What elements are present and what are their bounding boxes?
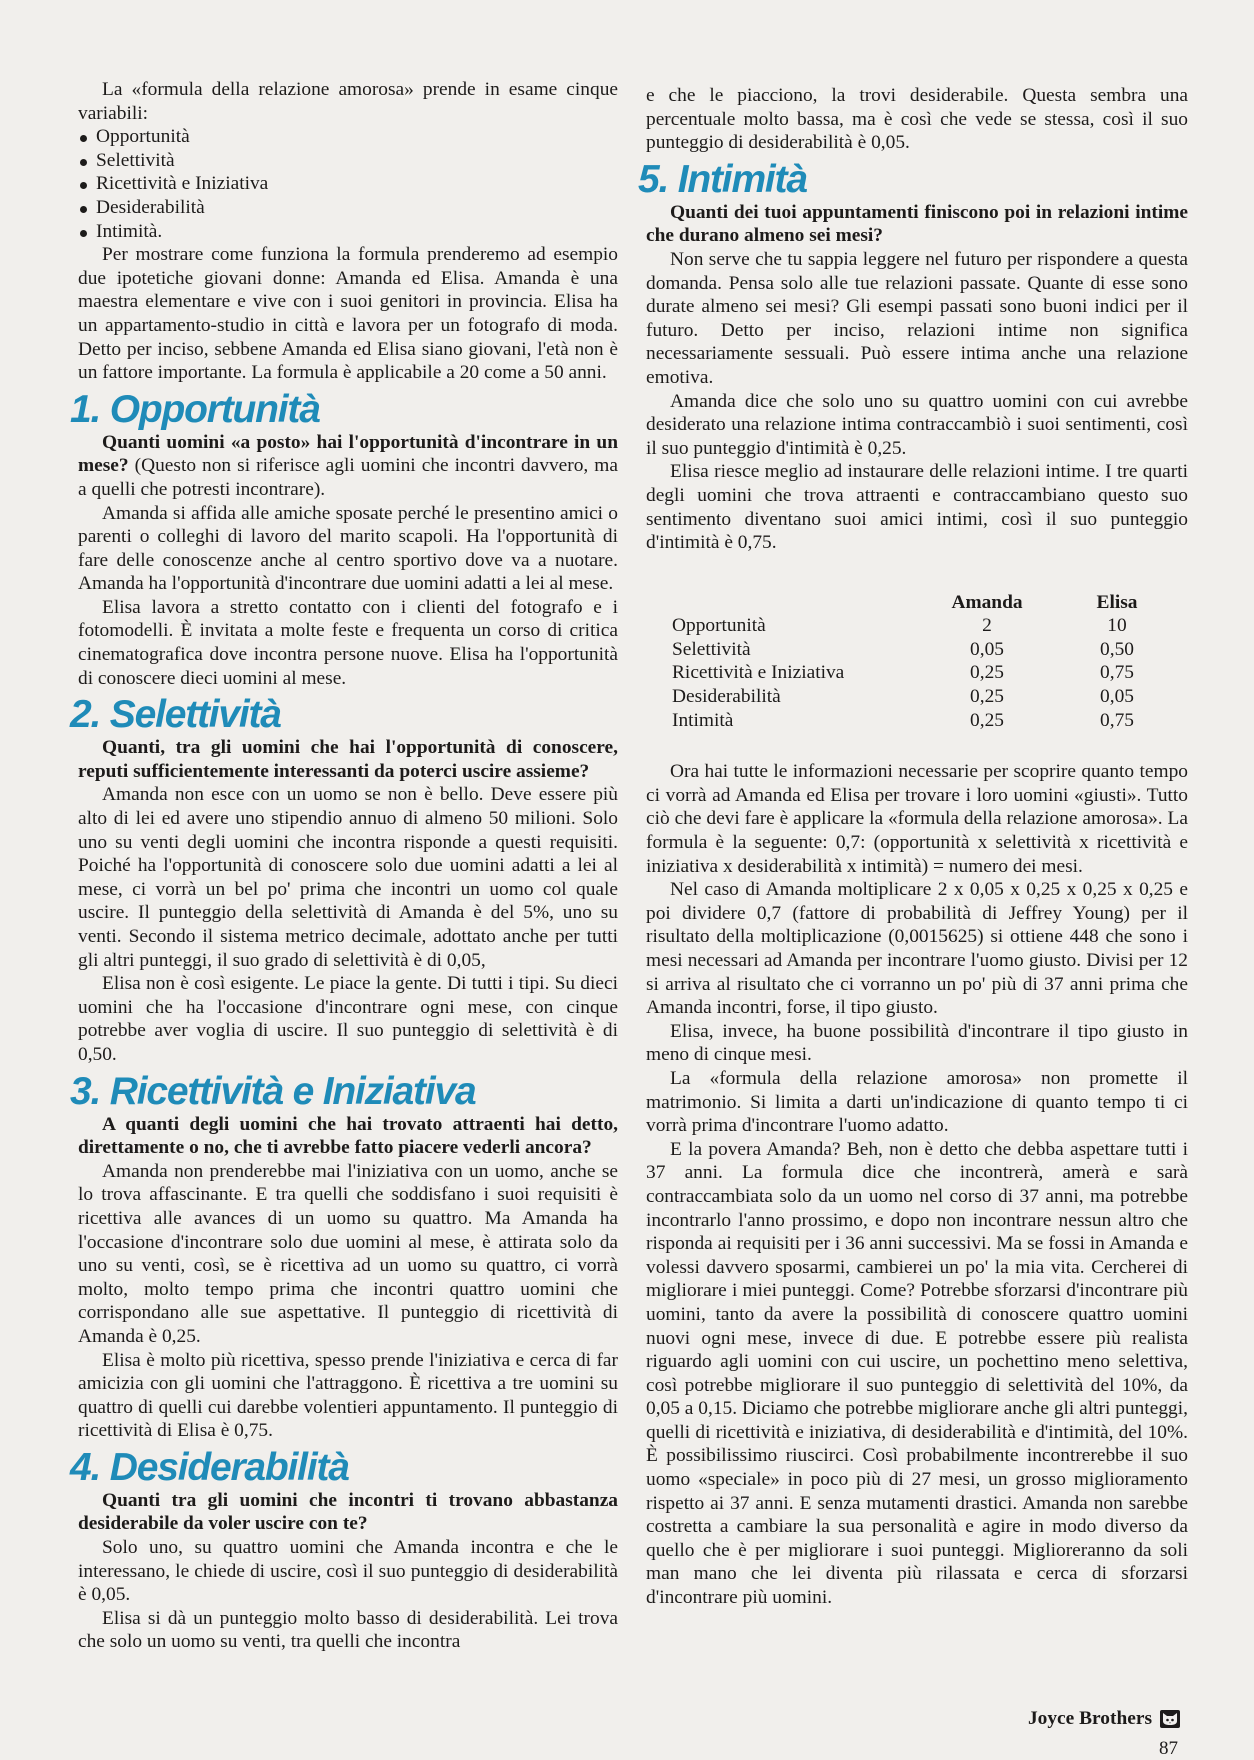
intro-paragraph-2: Per mostrare come funziona la formula prenderemo ad esempio due ipotetiche giovani donne: Amanda ed Elisa. Amanda è una maestra elementare e vive con i suoi genitori in provincia. Elisa ha un appartamento-studio in città e lavora per un fotografo di moda. Detto per inciso, sebbene Amanda ed Elisa siano giovani, l'età non è un fattore importante. La formula è applicabile a 20 come a 50 anni. bbox=[78, 244, 618, 384]
row-label: Selettività bbox=[672, 638, 751, 660]
page-number: 87 bbox=[1159, 1738, 1178, 1759]
left-column bbox=[70, 78, 618, 1654]
row-label: Intimità bbox=[672, 709, 734, 731]
amanda-score: 0,05 bbox=[970, 638, 1004, 660]
section-heading-desiderabilita: 4. Desiderabilità bbox=[70, 1445, 349, 1489]
variable-item: Selettività bbox=[78, 149, 618, 173]
table-row bbox=[672, 709, 1182, 733]
row-label: Opportunità bbox=[672, 615, 766, 637]
body-paragraph: Amanda si affida alle amiche sposate perché le presentino amici o parenti o colleghi di lavoro del marito scapoli. Ha l'opportunità di fare delle conoscenze anche al centro sportivo dove va a nuotare. Amanda ha l'opportunità d'incontrare due uomini adatti a lei al mese. bbox=[78, 502, 618, 595]
author-signature bbox=[1028, 1708, 1180, 1730]
body-paragraph: Elisa, invece, ha buone possibilità d'incontrare il tipo giusto in meno di cinque mesi. bbox=[646, 1020, 1188, 1066]
amanda-score: 0,25 bbox=[970, 686, 1004, 708]
row-label: Desiderabilità bbox=[672, 686, 781, 708]
body-paragraph: Amanda non prenderebbe mai l'iniziativa con un uomo, anche se lo trova affascinante. E tra quelli che soddisfano i suoi requisiti è ricettiva alle avances di un uomo su quattro. Ma Amanda ha l'occasione d'incontrare solo due uomini al mese, è attirata solo da uno su venti, così, se è ricettiva ad un uomo su quattro, ci vorrà molto, molto tempo prima che incontri quattro uomini che corrispondano alle sue aspettative. Il punteggio di ricettività di Amanda è 0,25. bbox=[78, 1160, 618, 1347]
elisa-score: 0,50 bbox=[1100, 638, 1134, 660]
author-name: Joyce Brothers bbox=[1027, 1708, 1152, 1729]
section-heading-selettivita: 2. Selettività bbox=[70, 693, 281, 737]
table-row bbox=[672, 685, 1182, 709]
body-paragraph-continued: e che le piacciono, la trovi desiderabile. Questa sembra una percentuale molto bassa, ma è così che vede se stessa, così il suo punteggio di desiderabilità è 0,05. bbox=[646, 85, 1188, 154]
section-heading-opportunita: 1. Opportunità bbox=[70, 387, 320, 431]
amanda-score: 0,25 bbox=[970, 662, 1004, 684]
body-paragraph: E la povera Amanda? Beh, non è detto che debba aspettare tutti i 37 anni. La formula dice che incontrerà, amerà e sarà contraccambiata solo da un uomo nel corso di 37 anni, ma potrebbe incontrarlo l'anno prossimo, e dopo non incontrare nessun altro che risponda ai requisiti per i 36 anni successivi. Ma se fossi in Amanda e volessi davvero sposarmi, cambierei un po' la mia vita. Cercherei di migliorare i miei punteggi. Come? Potrebbe sforzarsi d'incontrare più uomini, tanto da avere la possibilità di conoscere quattro uomini nuovi ogni mese, invece di due. E potrebbe essere più realista riguardo agli uomini con cui uscire, un pochettino meno selettiva, così potrebbe migliorare il suo punteggio di selettività del 10%, da 0,05 a 0,15. Diciamo che potrebbe migliorare anche gli altri punteggi, quelli di ricettività e iniziativa, di desiderabilità e d'intimità, del 10%. È possibilissimo riuscirci. Così probabilmente incontrerebbe il suo uomo «speciale» in poco più di 27 mesi, un grosso miglioramento rispetto ai 37 anni. E senza mutamenti drastici. Amanda non sarebbe costretta a cambiare la sua personalità e agire in modo diverso da quello che è per migliorare i suoi punteggi. Miglioreranno da soli man mano che lei diventa più rilassata e cerca di sforzarsi d'incontrare più uomini. bbox=[646, 1138, 1188, 1609]
amanda-score: 2 bbox=[982, 615, 992, 637]
section-heading-ricettivita: 3. Ricettività e Iniziativa bbox=[70, 1069, 476, 1113]
body-paragraph: Elisa si dà un punteggio molto basso di desiderabilità. Lei trova che solo un uomo su venti, tra quelli che incontra bbox=[78, 1607, 618, 1653]
body-paragraph: Amanda dice che solo uno su quattro uomini con cui avrebbe desiderato una relazione intima contraccambiò i suoi sentimenti, così il suo punteggio d'intimità è 0,25. bbox=[646, 390, 1188, 459]
section-question: Quanti dei tuoi appuntamenti finiscono poi in relazioni intime che durano almeno sei mesi? bbox=[646, 201, 1188, 247]
body-paragraph: Ora hai tutte le informazioni necessarie per scoprire quanto tempo ci vorrà ad Amanda ed Elisa per trovare i loro uomini «giusti». Tutto ciò che devi fare è applicare la «formula della relazione amorosa». La formula è la seguente: 0,7: (opportunità x selettività x ricettività e iniziativa x desiderabilità x intimità) = numero dei mesi. bbox=[646, 761, 1188, 877]
amanda-score: 0,25 bbox=[970, 709, 1004, 731]
body-paragraph: Nel caso di Amanda moltiplicare 2 x 0,05 x 0,25 x 0,25 x 0,25 e poi dividere 0,7 (fattore di probabilità di Jeffrey Young) per il risultato della moltiplicazione (0,0015625) si ottiene 448 che sono i mesi necessari ad Amanda per incontrare l'uomo giusto. Divisi per 12 si arriva al risultato che ci vorranno un po' più di 37 anni prima che Amanda incontri, forse, il tipo giusto. bbox=[646, 879, 1188, 1019]
section-question: Quanti tra gli uomini che incontri ti trovano abbastanza desiderabile da voler uscire con te? bbox=[78, 1489, 618, 1535]
body-paragraph: Elisa è molto più ricettiva, spesso prende l'iniziativa e cerca di far amicizia con gli uomini che l'attraggono. È ricettiva a tre uomini su quattro di quelli cui darebbe volentieri appuntamento. Il punteggio di ricettività di Elisa è 0,75. bbox=[78, 1349, 618, 1442]
table-header-amanda: Amanda bbox=[951, 591, 1023, 613]
variable-item: Opportunità bbox=[78, 125, 618, 149]
table-header-empty bbox=[672, 591, 922, 615]
variable-item: Intimità. bbox=[78, 220, 618, 244]
row-label: Ricettività e Iniziativa bbox=[672, 662, 845, 684]
elisa-score: 0,75 bbox=[1100, 662, 1134, 684]
table-header-row bbox=[672, 591, 1182, 615]
intro-paragraph: La «formula della relazione amorosa» prende in esame cinque variabili: bbox=[78, 79, 618, 124]
scores-table bbox=[672, 591, 1182, 733]
section-question: Quanti, tra gli uomini che hai l'opportunità di conoscere, reputi sufficientemente interessanti da poterci uscire assieme? bbox=[78, 737, 618, 782]
variables-list bbox=[78, 125, 618, 243]
question-bold: Quanti uomini «a posto» hai l'opportunità d'incontrare in un mese? bbox=[78, 431, 618, 477]
question-tail: (Questo non si riferisce agli uomini che incontri davvero, ma a quelli che potresti incontrare). bbox=[78, 455, 618, 500]
right-column bbox=[638, 84, 1188, 1610]
body-paragraph: Amanda non esce con un uomo se non è bello. Deve essere più alto di lei ed avere uno stipendio annuo di almeno 50 milioni. Solo uno su venti degli uomini che incontra risponde a questi requisiti. Poiché ha l'opportunità di conoscere solo due uomini adatti a lei al mese, ci vorrà un bel po' prima che incontri un uomo col quale uscire. Il punteggio della selettività di Amanda è del 5%, uno su venti. Secondo il sistema metrico decimale, adottato anche per tutti gli altri punteggi, il suo grado di selettività è di 0,05, bbox=[78, 784, 618, 971]
cat-face-icon bbox=[1160, 1710, 1180, 1728]
table-header-elisa: Elisa bbox=[1096, 591, 1138, 613]
body-paragraph: La «formula della relazione amorosa» non promette il matrimonio. Si limita a darti un'indicazione di quanto tempo ti ci vorrà prima d'incontrare l'uomo adatto. bbox=[646, 1067, 1188, 1137]
elisa-score: 10 bbox=[1107, 615, 1127, 637]
body-paragraph: Elisa lavora a stretto contatto con i clienti del fotografo e i fotomodelli. È invitata a molte feste e frequenta un corso di critica cinematografica dove incontra persone nuove. Elisa ha l'opportunità di conoscere dieci uomini al mese. bbox=[78, 596, 618, 689]
section-heading-intimita: 5. Intimità bbox=[638, 157, 807, 201]
section-question: A quanti degli uomini che hai trovato attraenti hai detto, direttamente o no, che ti avrebbe fatto piacere vederli ancora? bbox=[78, 1113, 618, 1159]
table-row bbox=[672, 638, 1182, 662]
section-question bbox=[78, 431, 618, 502]
table-row bbox=[672, 661, 1182, 685]
body-paragraph: Non serve che tu sappia leggere nel futuro per rispondere a questa domanda. Pensa solo alle tue relazioni passate. Quante di esse sono durate almeno sei mesi? Gli esempi passati sono buoni indici per il futuro. Detto per inciso, relazioni intime non significa necessariamente sessuali. Può essere intima anche una relazione emotiva. bbox=[646, 248, 1188, 388]
elisa-score: 0,05 bbox=[1100, 686, 1134, 708]
body-paragraph: Elisa riesce meglio ad instaurare delle relazioni intime. I tre quarti degli uomini che trova attraenti e contraccambiano questo suo sentimento diventano suoi amici intimi, così il suo punteggio d'intimità è 0,75. bbox=[646, 461, 1188, 554]
body-paragraph: Elisa non è così esigente. Le piace la gente. Di tutti i tipi. Su dieci uomini che ha l'occasione d'incontrare ogni mese, con cinque potrebbe aver voglia di uscire. Il suo punteggio di selettività è di 0,50. bbox=[78, 973, 618, 1065]
body-paragraph: Solo uno, su quattro uomini che Amanda incontra e che le interessano, le chiede di uscire, così il suo punteggio di desiderabilità è 0,05. bbox=[78, 1537, 618, 1606]
table-row bbox=[672, 614, 1182, 638]
variable-item: Ricettività e Iniziativa bbox=[78, 172, 618, 196]
elisa-score: 0,75 bbox=[1100, 709, 1134, 731]
variable-item: Desiderabilità bbox=[78, 196, 618, 220]
